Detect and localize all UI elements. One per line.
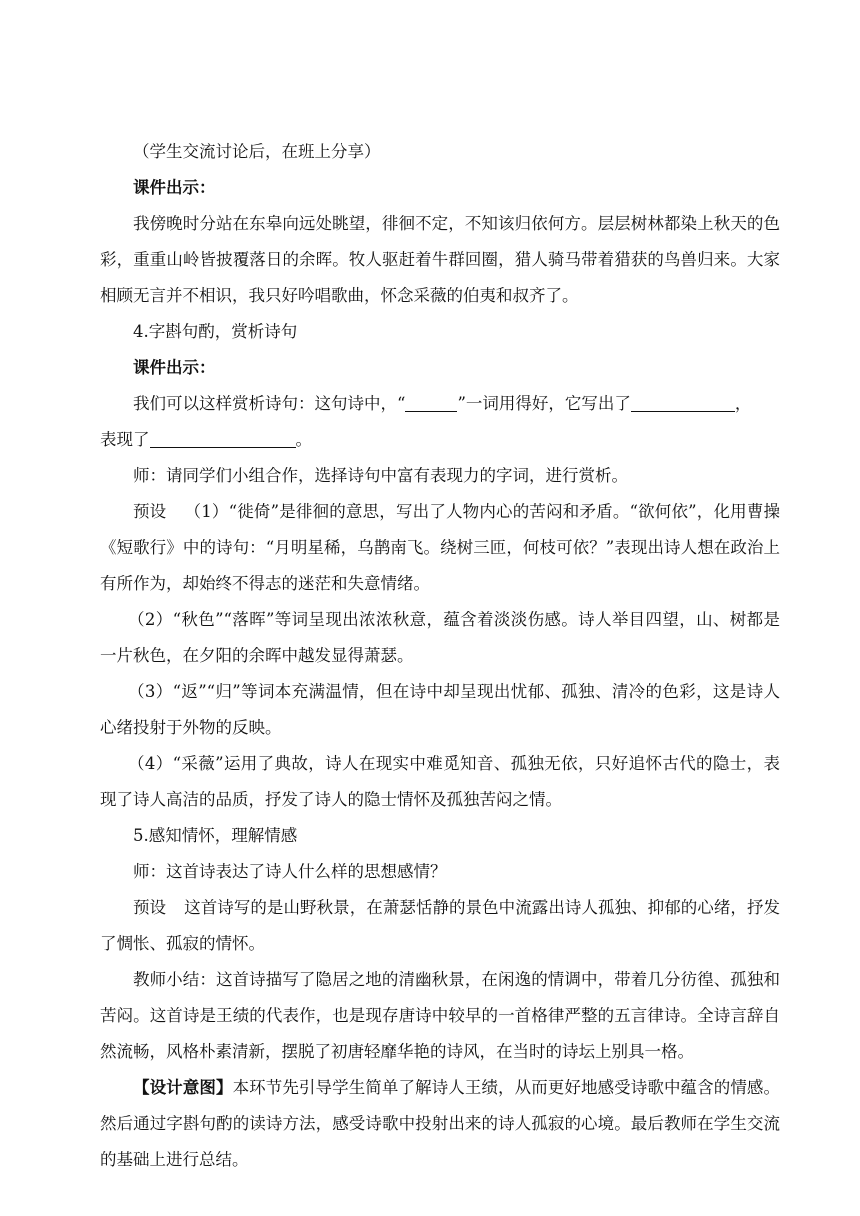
fill-blank: [405, 393, 457, 412]
preset-answer-1: [100, 494, 780, 602]
template-text: 我们可以这样赏析诗句：这句诗中，“: [133, 394, 406, 413]
preset-text: （1）“徙倚”是徘徊的意思，写出了人物内心的苦闷和矛盾。“欲何依”，化用曹操《短歌行》中的诗句：“月明星稀，乌鹊南飞。绕树三匝，何枝可依？”表现出诗人想在政治上有所作为，却始终不得志的迷茫和失意情绪。: [100, 502, 781, 593]
preset-answer-emotion: [100, 890, 780, 962]
template-text: ，: [734, 394, 752, 413]
teacher-instruction: 师：请同学们小组合作，选择诗句中富有表现力的字词，进行赏析。: [133, 466, 628, 485]
section-heading-5: 5.感知情怀，理解情感: [133, 826, 298, 845]
preset-answer-2: （2）“秋色”“落晖”等词呈现出浓浓秋意，蕴含着淡淡伤感。诗人举目四望，山、树都是一片秋色，在夕阳的余晖中越发显得萧瑟。: [100, 610, 780, 665]
template-text: 表现了: [100, 430, 150, 449]
preset-answer-3: （3）“返”“归”等词本充满温情，但在诗中却呈现出忧郁、孤独、清冷的色彩，这是诗人心绪投射于外物的反映。: [100, 682, 780, 737]
preset-label: 预设: [133, 502, 167, 521]
student-discussion-note: （学生交流讨论后，在班上分享）: [133, 142, 381, 161]
preset-text: 这首诗写的是山野秋景，在萧瑟恬静的景色中流露出诗人孤独、抑郁的心绪，抒发了惆怅、孤寂的情怀。: [100, 898, 781, 953]
courseware-heading: 课件出示：: [133, 178, 216, 197]
design-intent-text: 本环节先引导学生简单了解诗人王绩，从而更好地感受诗歌中蕴含的情感。然后通过字斟句酌的读诗方法，感受诗歌中投射出来的诗人孤寂的心境。最后教师在学生交流的基础上进行总结。: [100, 1078, 781, 1169]
teacher-question: 师：这首诗表达了诗人什么样的思想感情？: [133, 862, 447, 881]
design-intent-label: 【设计意图】: [133, 1078, 233, 1097]
document-body: [100, 134, 780, 1178]
appreciation-template-line2: [100, 422, 780, 458]
fill-blank: [150, 429, 296, 448]
teacher-summary: 教师小结：这首诗描写了隐居之地的清幽秋景，在闲逸的情调中，带着几分彷徨、孤独和苦闷。这首诗是王绩的代表作，也是现存唐诗中较早的一首格律严整的五言律诗。全诗言辞自然流畅，风格朴素清新，摆脱了初唐轻靡华艳的诗风，在当时的诗坛上别具一格。: [100, 970, 780, 1061]
template-text: ”一词用得好，它写出了: [457, 394, 631, 413]
design-intent: [100, 1070, 780, 1178]
poem-translation: 我傍晚时分站在东皋向远处眺望，徘徊不定，不知该归依何方。层层树林都染上秋天的色彩，重重山岭皆披覆落日的余晖。牧人驱赶着牛群回圈，猎人骑马带着猎获的鸟兽归来。大家相顾无言并不相识，我只好吟唱歌曲，怀念采薇的伯夷和叔齐了。: [100, 214, 780, 305]
preset-answer-4: （4）“采薇”运用了典故，诗人在现实中难觅知音、孤独无依，只好追怀古代的隐士，表现了诗人高洁的品质，抒发了诗人的隐士情怀及孤独苦闷之情。: [100, 754, 780, 809]
appreciation-template: [100, 386, 780, 422]
section-heading-4: 4.字斟句酌，赏析诗句: [133, 322, 298, 341]
courseware-heading: 课件出示：: [133, 358, 216, 377]
fill-blank: [631, 393, 735, 412]
preset-label: 预设: [133, 898, 167, 917]
template-text: 。: [295, 430, 312, 449]
